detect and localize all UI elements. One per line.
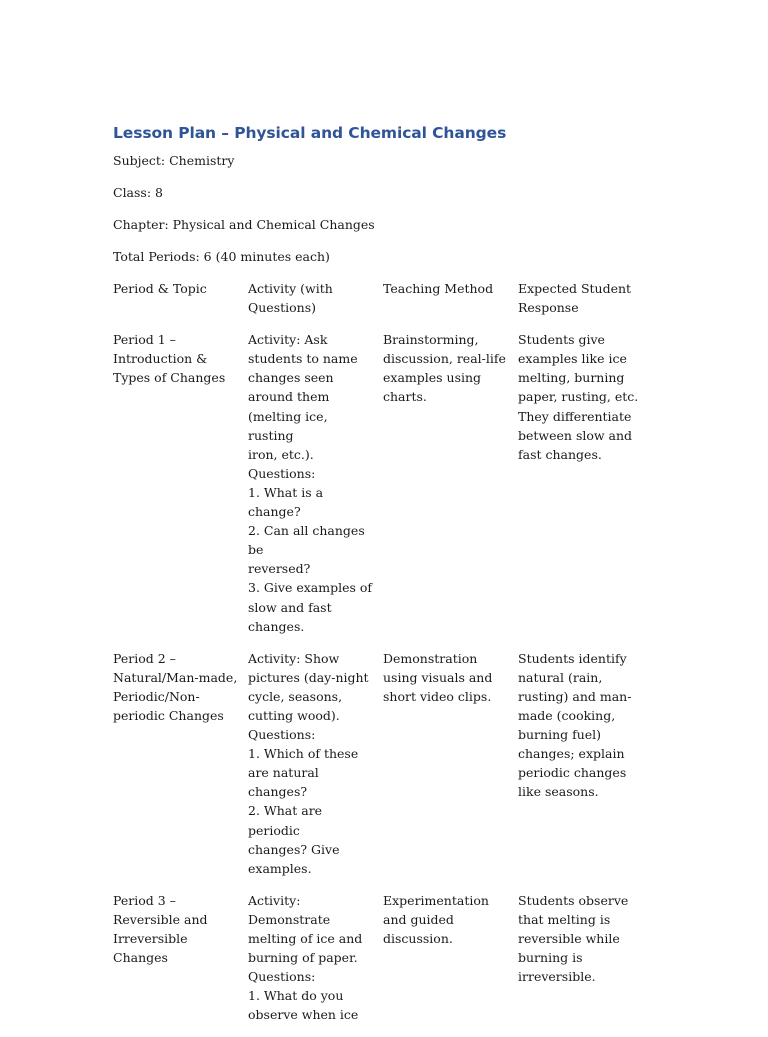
table-row: [113, 330, 653, 649]
cell-activity: Activity: Demonstrate melting of ice and burning of paper. Questions: 1. What do you observe when ice: [248, 892, 363, 1023]
header-cell-teaching-method: Teaching Method: [383, 281, 494, 296]
cell-activity: Activity: Ask students to name changes seen around them (melting ice, rusting iron, etc.). Questions: 1. What is a change? 2. Can all changes be reversed? 3. Give examples of slow and fast changes.: [248, 332, 373, 634]
table-row: [113, 891, 653, 1037]
cell-activity: Activity: Show pictures (day-night cycle, seasons, cutting wood). Questions: 1. Which of these are natural changes? 2. What are periodic changes? Give examples.: [248, 650, 369, 876]
cell-period-topic: Period 3 – Reversible and Irreversible Changes: [113, 892, 208, 966]
table-row: [113, 649, 653, 891]
cell-teaching-method: Brainstorming, discussion, real-life examples using charts.: [383, 332, 506, 405]
cell-expected-response: Students give examples like ice melting, burning paper, rusting, etc. They differentiate between slow and fast changes.: [518, 332, 639, 462]
document-title: Lesson Plan – Physical and Chemical Changes: [113, 124, 507, 142]
periods-line: Total Periods: 6 (40 minutes each): [113, 249, 330, 264]
header-cell-period-topic: Period & Topic: [113, 281, 207, 296]
lesson-table: [113, 279, 653, 1037]
document-page: [113, 124, 653, 1037]
cell-expected-response: Students observe that melting is reversible while burning is irreversible.: [518, 892, 629, 985]
subject-line: Subject: Chemistry: [113, 153, 235, 168]
cell-expected-response: Students identify natural (rain, rusting) and man- made (cooking, burning fuel) changes; explain periodic changes like seasons.: [518, 650, 632, 800]
cell-teaching-method: Experimentation and guided discussion.: [383, 892, 489, 946]
header-cell-expected-response: Expected Student Response: [518, 281, 632, 316]
class-line: Class: 8: [113, 185, 163, 200]
cell-teaching-method: Demonstration using visuals and short video clips.: [383, 650, 493, 704]
header-cell-activity: Activity (with Questions): [248, 281, 333, 316]
cell-period-topic: Period 2 – Natural/Man-made, Periodic/Non- periodic Changes: [113, 650, 238, 723]
chapter-line: Chapter: Physical and Chemical Changes: [113, 217, 375, 232]
table-header-row: [113, 279, 653, 330]
cell-period-topic: Period 1 – Introduction & Types of Changes: [113, 332, 226, 386]
